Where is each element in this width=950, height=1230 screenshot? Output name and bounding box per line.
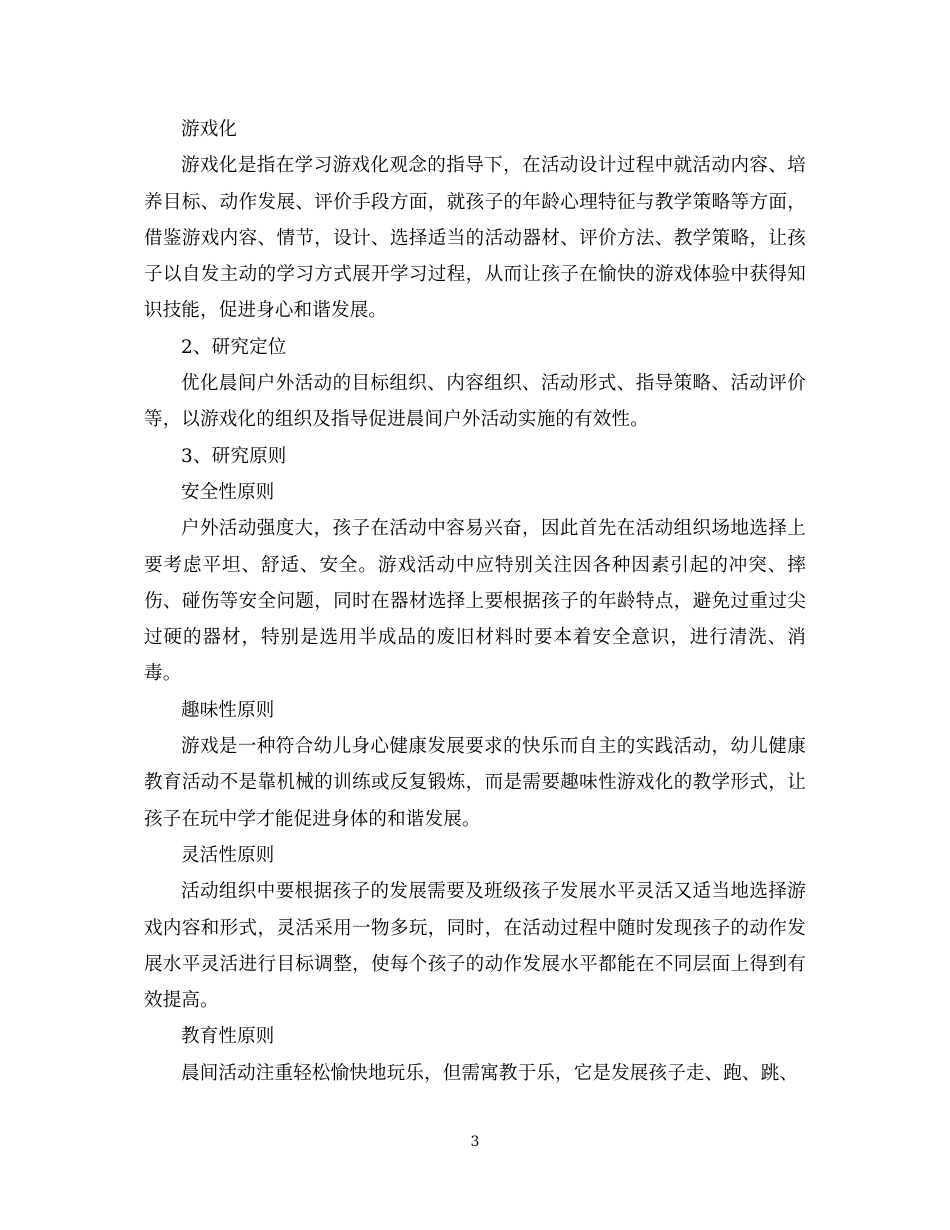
section-heading-research-positioning: 2、研究定位 [181,336,287,358]
paragraph-safety-principle: 户外活动强度大，孩子在活动中容易兴奋，因此首先在活动组织场地选择上要考虑平坦、舒适、安全。游戏活动中应特别关注因各种因素引起的冲突、摔伤、碰伤等安全问题，同时在器材选择上要根据孩子的年龄特点，避免过重过尖过硬的器材，特别是选用半成品的废旧材料时要本着安全意识，进行清洗、消毒。 [144,518,806,685]
page-body [144,112,806,1092]
subheading-flexibility-principle: 灵活性原则 [181,844,275,866]
section-heading-research-principles: 3、研究原则 [181,445,287,467]
subheading-educational-principle: 教育性原则 [181,1026,275,1048]
paragraph-fun-principle: 游戏是一种符合幼儿身心健康发展要求的快乐而自主的实践活动，幼儿健康教育活动不是靠机械的训练或反复锻炼，而是需要趣味性游戏化的教学形式，让孩子在玩中学才能促进身体的和谐发展。 [144,736,806,830]
paragraph-flexibility-principle: 活动组织中要根据孩子的发展需要及班级孩子发展水平灵活又适当地选择游戏内容和形式，灵活采用一物多玩，同时，在活动过程中随时发现孩子的动作发展水平灵活进行目标调整，使每个孩子的动作发展水平都能在不同层面上得到有效提高。 [144,881,806,1012]
subheading-safety-principle: 安全性原则 [181,481,275,503]
section-heading-gamification: 游戏化 [181,119,238,140]
subheading-fun-principle: 趣味性原则 [181,699,275,721]
paragraph-gamification-definition: 游戏化是指在学习游戏化观念的指导下，在活动设计过程中就活动内容、培养目标、动作发展、评价手段方面，就孩子的年龄心理特征与教学策略等方面，借鉴游戏内容、情节，设计、选择适当的活动器材、评价方法、教学策略，让孩子以自发主动的学习方式展开学习过程，从而让孩子在愉快的游戏体验中获得知识技能，促进身心和谐发展。 [144,155,806,322]
paragraph-educational-principle: 晨间活动注重轻松愉快地玩乐，但需寓教于乐，它是发展孩子走、跑、跳、 [181,1062,799,1084]
paragraph-research-positioning: 优化晨间户外活动的目标组织、内容组织、活动形式、指导策略、活动评价等，以游戏化的组织及指导促进晨间户外活动实施的有效性。 [144,373,806,431]
page-number: 3 [470,1134,480,1150]
